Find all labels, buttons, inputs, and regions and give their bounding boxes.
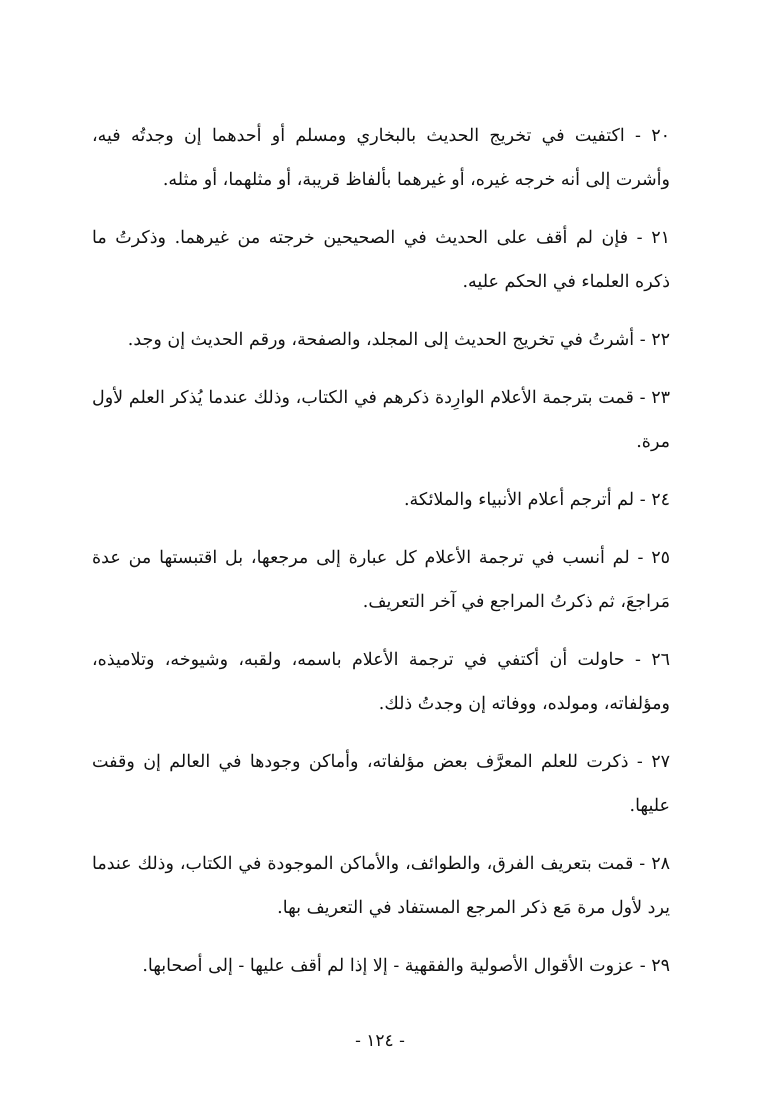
list-item-26: ٢٦ - حاولت أن أكتفي في ترجمة الأعلام باسمه، ولقبه، وشيوخه، وتلاميذه، ومؤلفاته، ومولده، ووفاته إن وجدتُ ذلك. — [92, 650, 670, 714]
list-item-21: ٢١ - فإن لم أقف على الحديث في الصحيحين خرجته من غيرهما. وذكرتُ ما ذكره العلماء في الحكم عليه. — [92, 228, 670, 292]
page-number: - ١٢٤ - — [355, 1031, 405, 1051]
list-item-23: ٢٣ - قمت بترجمة الأعلام الوارِدة ذكرهم في الكتاب، وذلك عندما يُذكر العلم لأول مرة. — [92, 388, 670, 452]
list-item-25: ٢٥ - لم أنسب في ترجمة الأعلام كل عبارة إلى مرجعها، بل اقتبستها من عدة مَراجعَ، ثم ذكرتُ المراجع في آخر التعريف. — [92, 548, 670, 612]
list-item-20: ٢٠ - اكتفيت في تخريج الحديث بالبخاري ومسلم أو أحدهما إن وجدتُه فيه، وأشرت إلى أنه خرجه غيره، أو غيرهما بألفاظ قريبة، أو مثلهما، أو مثله. — [92, 126, 670, 190]
list-item-28: ٢٨ - قمت بتعريف الفرق، والطوائف، والأماكن الموجودة في الكتاب، وذلك عندما يرد لأول مرة مَع ذكر المرجع المستفاد في التعريف بها. — [92, 854, 670, 918]
list-item-24: ٢٤ - لم أترجم أعلام الأنبياء والملائكة. — [403, 490, 670, 510]
list-item-27: ٢٧ - ذكرت للعلم المعرَّف بعض مؤلفاته، وأماكن وجودها في العالم إن وقفت عليها. — [92, 752, 670, 816]
methodology-list — [92, 114, 670, 1002]
list-item-29: ٢٩ - عزوت الأقوال الأصولية والفقهية - إلا إذا لم أقف عليها - إلى أصحابها. — [142, 956, 670, 976]
list-item-22: ٢٢ - أشرتُ في تخريج الحديث إلى المجلد، والصفحة، ورقم الحديث إن وجد. — [127, 330, 670, 350]
